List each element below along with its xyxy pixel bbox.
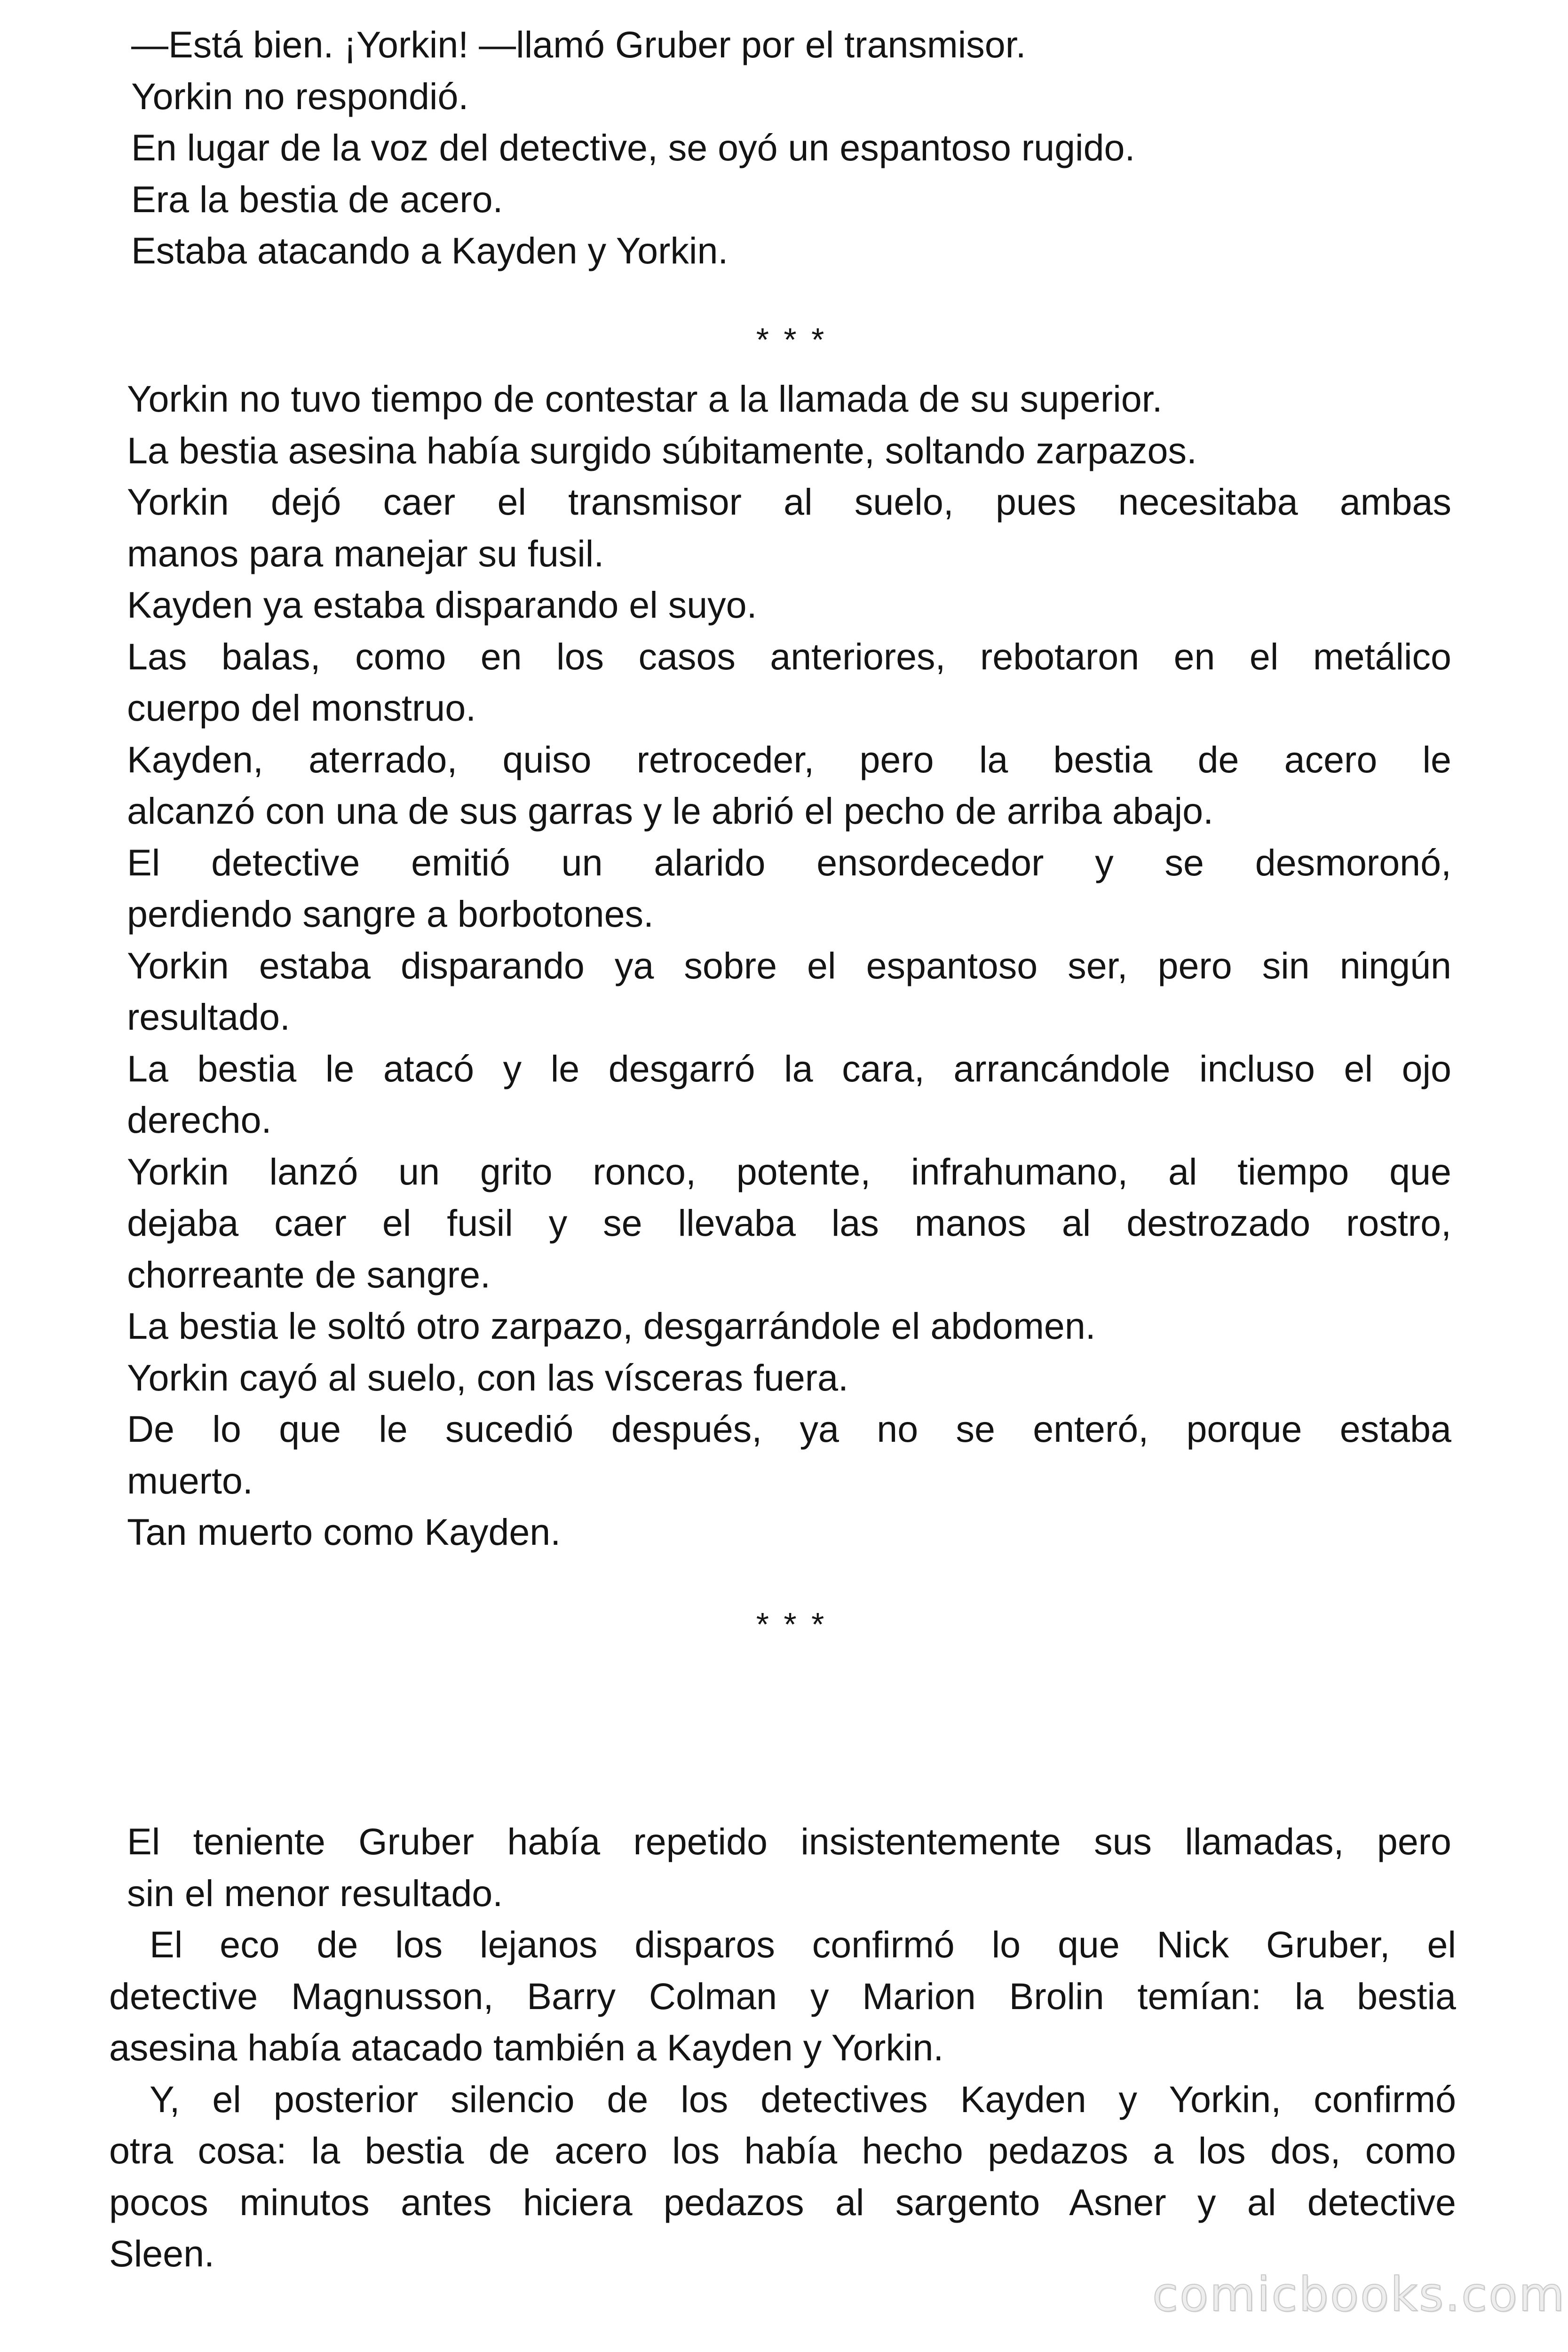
paragraph <box>127 1403 1451 1506</box>
paragraph <box>127 734 1451 837</box>
text-line: chorreante de sangre. <box>127 1253 491 1295</box>
text-line: cuerpo del monstruo. <box>127 687 476 729</box>
text-line: El detective emitió un alarido ensordecedor y se desmoronó, <box>127 841 1451 883</box>
text-line: Y, el posterior silencio de los detectives Kayden y Yorkin, confirmó <box>150 2078 1456 2120</box>
text-line: El teniente Gruber había repetido insistentemente sus llamadas, pero <box>127 1820 1451 1862</box>
text-line: derecho. <box>127 1099 272 1141</box>
text-line: La bestia le soltó otro zarpazo, desgarrándole el abdomen. <box>127 1305 1096 1347</box>
text-line: Era la bestia de acero. <box>131 178 503 220</box>
text-line: En lugar de la voz del detective, se oyó un espantoso rugido. <box>131 127 1135 168</box>
text-section <box>127 373 1451 1558</box>
paragraph <box>127 1300 1451 1352</box>
text-line: Tan muerto como Kayden. <box>127 1511 561 1553</box>
text-line: perdiendo sangre a borbotones. <box>127 893 654 935</box>
paragraph <box>127 476 1451 579</box>
paragraph <box>127 1146 1451 1301</box>
text-line: Kayden, aterrado, quiso retroceder, pero la bestia de acero le <box>127 738 1451 780</box>
paragraph <box>127 940 1451 1043</box>
text-line: La bestia asesina había surgido súbitamente, soltando zarpazos. <box>127 429 1197 471</box>
paragraph <box>127 1506 1451 1558</box>
paragraph <box>127 579 1451 631</box>
text-line: Yorkin dejó caer el transmisor al suelo, pues necesitaba ambas <box>127 481 1451 523</box>
paragraph <box>127 1043 1451 1146</box>
text-line: asesina había atacado también a Kayden y Yorkin. <box>109 2026 944 2068</box>
paragraph <box>131 174 1457 225</box>
text-line: Estaba atacando a Kayden y Yorkin. <box>131 230 729 271</box>
text-line: Yorkin estaba disparando ya sobre el espantoso ser, pero sin ningún <box>127 944 1451 986</box>
text-line: muerto. <box>127 1459 253 1502</box>
text-line: Yorkin cayó al suelo, con las vísceras fuera. <box>127 1356 848 1398</box>
paragraph <box>127 1816 1451 1919</box>
text-line: sin el menor resultado. <box>127 1872 503 1914</box>
text-line: pocos minutos antes hiciera pedazos al sargento Asner y al detective <box>109 2181 1456 2223</box>
paragraph <box>127 425 1451 477</box>
text-line: Las balas, como en los casos anteriores, rebotaron en el metálico <box>127 635 1451 677</box>
text-line: Yorkin no tuvo tiempo de contestar a la llamada de su superior. <box>127 378 1163 420</box>
text-line: Yorkin no respondió. <box>131 75 469 117</box>
text-line: resultado. <box>127 996 290 1038</box>
text-line: manos para manejar su fusil. <box>127 532 604 574</box>
paragraph <box>131 122 1457 174</box>
text-line: La bestia le atacó y le desgarró la cara, arrancándole incluso el ojo <box>127 1047 1451 1089</box>
paragraph <box>127 837 1451 940</box>
text-line: alcanzó con una de sus garras y le abrió el pecho de arriba abajo. <box>127 790 1214 832</box>
text-line: El eco de los lejanos disparos confirmó lo que Nick Gruber, el <box>150 1923 1456 1965</box>
text-section <box>109 1816 1456 2280</box>
section-separator: * * * <box>756 321 827 358</box>
paragraph <box>109 1919 1456 2074</box>
text-line: Sleen. <box>109 2233 215 2274</box>
text-line: detective Magnusson, Barry Colman y Marion Brolin temían: la bestia <box>109 1975 1456 2017</box>
paragraph <box>131 225 1457 277</box>
paragraph <box>127 1352 1451 1404</box>
paragraph <box>127 631 1451 734</box>
text-line: dejaba caer el fusil y se llevaba las manos al destrozado rostro, <box>127 1202 1451 1244</box>
section-separator: * * * <box>756 1606 827 1643</box>
paragraph <box>127 373 1451 425</box>
text-line: De lo que le sucedió después, ya no se enteró, porque estaba <box>127 1408 1451 1450</box>
paragraph <box>109 2074 1456 2280</box>
text-line: otra cosa: la bestia de acero los había hecho pedazos a los dos, como <box>109 2130 1456 2171</box>
text-line: Kayden ya estaba disparando el suyo. <box>127 584 757 626</box>
watermark: comicbooks.com <box>1152 2267 1566 2322</box>
text-line: Yorkin lanzó un grito ronco, potente, infrahumano, al tiempo que <box>127 1150 1451 1192</box>
text-section <box>131 19 1457 277</box>
paragraph <box>131 19 1457 71</box>
paragraph <box>131 71 1457 122</box>
text-line: —Está bien. ¡Yorkin! —llamó Gruber por el transmisor. <box>131 24 1026 65</box>
